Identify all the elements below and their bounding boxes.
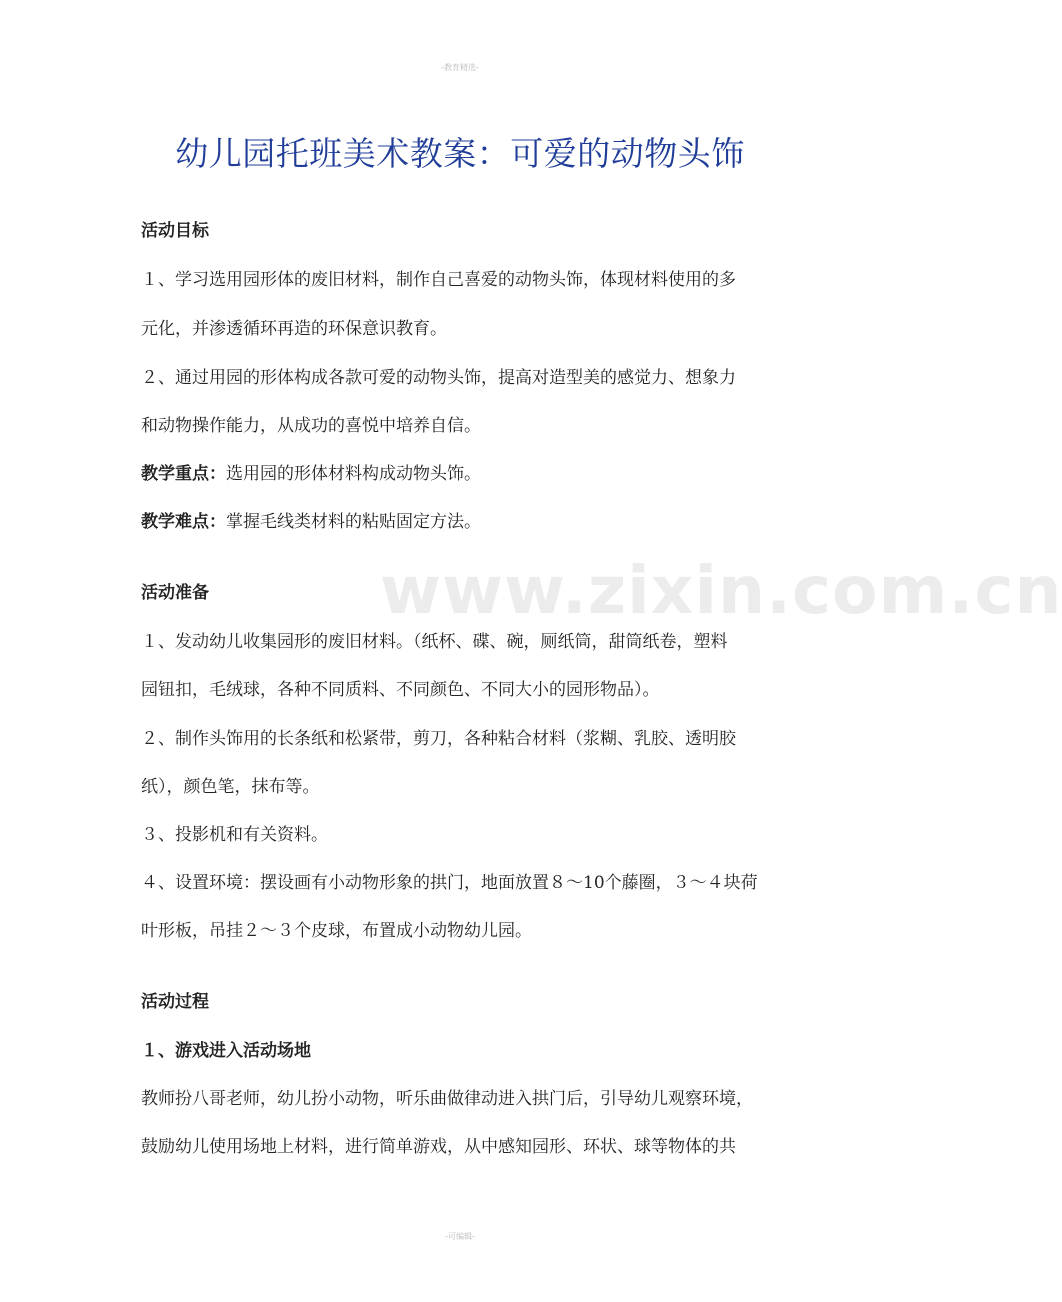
section-heading-preparation: 活动准备 <box>141 583 209 603</box>
section-heading-process: 活动过程 <box>141 992 209 1012</box>
difficulty-label: 教学难点： <box>141 512 226 532</box>
footer-watermark-text: -可编辑- <box>445 1232 475 1241</box>
key-point-row <box>141 462 781 486</box>
section-heading-goals: 活动目标 <box>141 221 209 241</box>
header-watermark-text: -教育精选- <box>441 63 479 72</box>
prep-4-line-2: 叶形板，吊挂２～３个皮球，布置成小动物幼儿园。 <box>141 921 532 941</box>
difficulty-row <box>141 510 781 534</box>
site-watermark: www.zixin.com.cn <box>380 552 1062 629</box>
prep-4-line-1: ４、设置环境：摆设画有小动物形象的拱门，地面放置８～10个藤圈，３～４块荷 <box>141 873 758 893</box>
goal-2-line-2: 和动物操作能力，从成功的喜悦中培养自信。 <box>141 416 481 436</box>
key-point-text: 选用园的形体材料构成动物头饰。 <box>226 464 481 484</box>
difficulty-text: 掌握毛线类材料的粘贴固定方法。 <box>226 512 481 532</box>
prep-3-line-1: ３、投影机和有关资料。 <box>141 825 328 845</box>
prep-1-line-2: 园钮扣，毛绒球，各种不同质料、不同颜色、不同大小的园形物品）。 <box>141 680 660 700</box>
process-1-line-2: 鼓励幼儿使用场地上材料，进行简单游戏，从中感知园形、环状、球等物体的共 <box>141 1137 736 1157</box>
key-point-label: 教学重点： <box>141 464 226 484</box>
goal-2-line-1: ２、通过用园的形体构成各款可爱的动物头饰，提高对造型美的感觉力、想象力 <box>141 368 736 388</box>
goal-1-line-2: 元化，并渗透循环再造的环保意识教育。 <box>141 319 447 339</box>
prep-2-line-1: ２、制作头饰用的长条纸和松紧带，剪刀，各种粘合材料（浆糊、乳胶、透明胶 <box>141 729 736 749</box>
goal-1-line-1: １、学习选用园形体的废旧材料，制作自己喜爱的动物头饰，体现材料使用的多 <box>141 270 736 290</box>
prep-2-line-2: 纸），颜色笔，抹布等。 <box>141 777 320 797</box>
process-1-line-1: 教师扮八哥老师，幼儿扮小动物，听乐曲做律动进入拱门后，引导幼儿观察环境， <box>141 1089 753 1109</box>
page-title: 幼儿园托班美术教案：可爱的动物头饰 <box>175 134 745 173</box>
prep-1-line-1: １、发动幼儿收集园形的废旧材料。（纸杯、碟、碗，厕纸筒，甜筒纸卷，塑料 <box>141 632 728 652</box>
process-subheading-1: １、游戏进入活动场地 <box>141 1041 311 1061</box>
